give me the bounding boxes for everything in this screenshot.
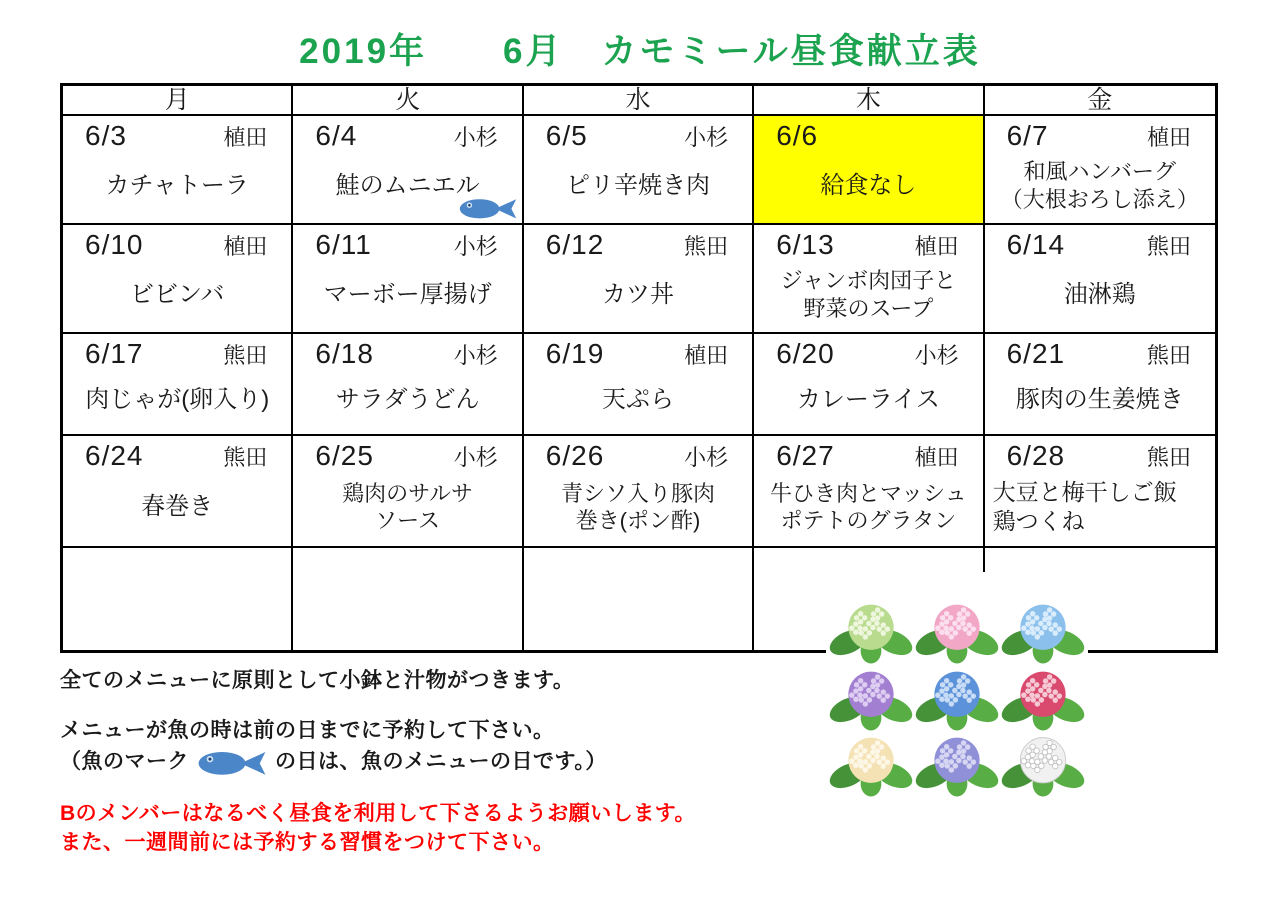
cell-menu xyxy=(524,152,752,223)
note-b-members: Bのメンバーはなるべく昼食を利用して下さるようお願いします。 xyxy=(60,801,697,825)
cell-menu-line: 和風ハンバーグ xyxy=(1023,159,1177,184)
hydrangea-flower xyxy=(828,598,914,664)
cell-staff-name: 植田 xyxy=(223,125,268,150)
hydrangea-flower xyxy=(914,598,1000,664)
cell-menu xyxy=(754,472,982,546)
cell-staff-name: 植田 xyxy=(914,234,959,259)
cell-date: 6/17 xyxy=(85,338,144,369)
weekday-header-4: 木 xyxy=(754,86,984,116)
menu-cell-6-25 xyxy=(293,436,523,548)
menu-cell-6-10 xyxy=(63,225,293,334)
cell-menu-line: ソース xyxy=(375,508,441,533)
menu-cell-6-11 xyxy=(293,225,523,334)
cell-menu-line: マーボー厚揚げ xyxy=(323,280,492,308)
cell-menu xyxy=(754,152,982,223)
cell-date: 6/5 xyxy=(545,120,588,151)
notes-section xyxy=(60,668,780,856)
hydrangea-illustration xyxy=(828,598,1086,798)
hydrangea-flower xyxy=(914,665,1000,731)
menu-cell-6-13 xyxy=(754,225,984,334)
menu-cell-6-4 xyxy=(293,116,523,225)
cell-date: 6/18 xyxy=(315,338,374,369)
cell-menu-line: 給食なし xyxy=(820,171,917,199)
cell-menu-line: ピリ辛焼き肉 xyxy=(565,171,710,199)
cell-menu xyxy=(985,370,1215,434)
cell-staff-name: 熊田 xyxy=(1146,343,1191,368)
note-fish-reservation: メニューが魚の時は前の日までに予約して下さい。 xyxy=(60,719,555,743)
cell-menu-line: 肉じゃが(卵入り) xyxy=(85,386,270,414)
cell-menu-line: 鮭のムニエル xyxy=(335,171,480,199)
menu-cell-6-14 xyxy=(985,225,1215,334)
cell-menu-line: （大根おろし添え） xyxy=(1000,186,1199,212)
cell-menu-line: 野菜のスープ xyxy=(803,295,934,321)
cell-date: 6/24 xyxy=(85,440,144,472)
cell-date: 6/28 xyxy=(1006,440,1066,472)
cell-staff-name: 植田 xyxy=(914,445,959,471)
cell-date: 6/25 xyxy=(315,440,374,472)
cell-menu-line: 鶏肉のサルサ xyxy=(342,480,474,506)
cell-date: 6/20 xyxy=(776,338,835,369)
note-fish-mark xyxy=(60,747,780,779)
cell-staff-name: 小杉 xyxy=(453,343,498,368)
cell-staff-name: 熊田 xyxy=(684,234,729,259)
cell-date: 6/11 xyxy=(315,229,372,260)
menu-cell-6-3 xyxy=(63,116,293,225)
cell-date: 6/14 xyxy=(1006,229,1066,260)
cell-date: 6/6 xyxy=(776,120,819,151)
menu-cell-6-7 xyxy=(985,116,1215,225)
cell-staff-name: 小杉 xyxy=(684,125,729,150)
cell-menu-line: 牛ひき肉とマッシュ xyxy=(770,480,967,506)
menu-cell-6-24 xyxy=(63,436,293,548)
cell-staff-name: 熊田 xyxy=(223,445,268,471)
weekday-header-5: 金 xyxy=(985,86,1215,116)
cell-menu-line: ジャンボ肉団子と xyxy=(780,268,957,293)
cell-staff-name: 小杉 xyxy=(684,445,729,471)
menu-cell-6-5 xyxy=(524,116,754,225)
hydrangea-flower xyxy=(828,731,914,797)
cell-menu xyxy=(754,370,982,434)
cell-menu xyxy=(293,370,521,434)
cell-menu-line: 巻き(ポン酢) xyxy=(575,508,701,533)
cell-menu-line: ポテトのグラタン xyxy=(780,508,957,533)
cell-date: 6/13 xyxy=(776,229,835,260)
cell-menu-line: カレーライス xyxy=(796,386,940,414)
weekday-header-3: 水 xyxy=(524,86,754,116)
cell-menu xyxy=(63,370,291,434)
menu-cell-6-18 xyxy=(293,334,523,436)
cell-date: 6/4 xyxy=(315,120,358,151)
cell-menu-line: ビビンバ xyxy=(130,280,225,308)
cell-date: 6/26 xyxy=(545,440,605,472)
cell-menu xyxy=(293,261,521,332)
cell-staff-name: 熊田 xyxy=(223,343,268,368)
cell-menu-line: カチャトーラ xyxy=(105,171,249,199)
cell-staff-name: 熊田 xyxy=(1146,234,1191,259)
cell-menu xyxy=(293,472,521,546)
cell-date: 6/21 xyxy=(1006,338,1066,369)
cell-date: 6/7 xyxy=(1006,120,1049,151)
cell-menu xyxy=(985,261,1215,332)
hydrangea-flower xyxy=(1000,731,1086,797)
menu-cell-6-27 xyxy=(754,436,984,548)
menu-cell-empty xyxy=(63,548,293,650)
cell-menu xyxy=(754,261,982,332)
cell-staff-name: 植田 xyxy=(684,343,729,368)
hydrangea-flower xyxy=(1000,665,1086,731)
cell-staff-name: 熊田 xyxy=(1146,445,1191,471)
cell-staff-name: 小杉 xyxy=(453,445,498,471)
weekday-header-2: 火 xyxy=(293,86,523,116)
cell-menu xyxy=(63,261,291,332)
menu-cell-6-26 xyxy=(524,436,754,548)
menu-cell-6-21 xyxy=(985,334,1215,436)
cell-menu xyxy=(524,472,752,546)
cell-menu-line: 春巻き xyxy=(141,493,214,520)
cell-menu-line: 大豆と梅干しご飯 xyxy=(992,479,1177,506)
fish-icon xyxy=(195,747,269,779)
menu-cell-6-6 xyxy=(754,116,984,225)
cell-menu xyxy=(63,152,291,223)
menu-cell-6-19 xyxy=(524,334,754,436)
cell-date: 6/27 xyxy=(776,440,835,472)
cell-staff-name: 植田 xyxy=(1146,125,1191,150)
cell-staff-name: 小杉 xyxy=(453,234,498,259)
page-title: 2019年 6月 カモミール昼食献立表 xyxy=(299,32,981,71)
cell-menu-line: 青シソ入り豚肉 xyxy=(560,480,715,506)
menu-cell-6-28 xyxy=(985,436,1215,548)
cell-menu xyxy=(524,370,752,434)
cell-date: 6/10 xyxy=(85,229,144,260)
note-side-dishes: 全てのメニューに原則として小鉢と汁物がつきます。 xyxy=(60,669,575,692)
cell-menu xyxy=(985,472,1215,546)
hydrangea-flower xyxy=(914,731,1000,797)
note-reserve-habit: また、一週間前には予約する習慣をつけて下さい。 xyxy=(60,830,555,854)
menu-cell-empty xyxy=(293,548,523,650)
cell-date: 6/19 xyxy=(545,338,605,369)
menu-cell-6-20 xyxy=(754,334,984,436)
cell-menu-line: サラダうどん xyxy=(335,386,480,414)
cell-menu-line: 鶏つくね xyxy=(992,508,1085,534)
note-fish-mark-before: （魚のマーク xyxy=(60,750,189,774)
cell-staff-name: 小杉 xyxy=(453,125,498,150)
weekday-header-1: 月 xyxy=(63,86,293,116)
cell-staff-name: 植田 xyxy=(223,234,268,259)
cell-menu-line: 豚肉の生姜焼き xyxy=(1015,386,1184,414)
cell-date: 6/3 xyxy=(85,120,127,151)
menu-cell-6-17 xyxy=(63,334,293,436)
cell-staff-name: 小杉 xyxy=(914,343,959,368)
cell-menu-line: 油淋鶏 xyxy=(1063,280,1136,308)
cell-menu-line: 天ぷら xyxy=(601,386,674,414)
menu-cell-empty xyxy=(524,548,754,650)
cell-menu xyxy=(524,261,752,332)
note-fish-mark-after: の日は、魚のメニューの日です。） xyxy=(275,750,607,774)
cell-date: 6/12 xyxy=(545,229,605,260)
menu-calendar-table xyxy=(60,83,1218,653)
hydrangea-flower xyxy=(1000,598,1086,664)
cell-menu xyxy=(63,472,291,546)
hydrangea-flower xyxy=(828,665,914,731)
cell-menu xyxy=(985,152,1215,223)
cell-menu-line: カツ丼 xyxy=(601,280,674,308)
fish-icon xyxy=(458,195,518,222)
menu-cell-6-12 xyxy=(524,225,754,334)
